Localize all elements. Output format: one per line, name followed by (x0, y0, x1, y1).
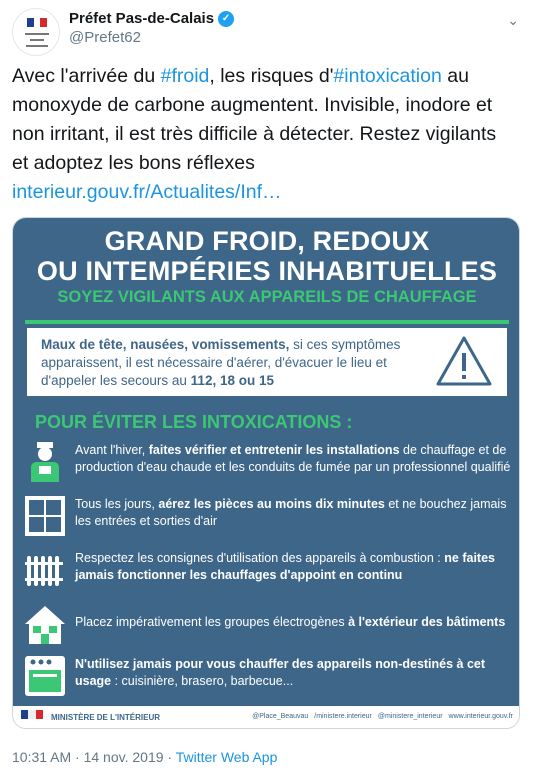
avatar[interactable] (12, 8, 60, 56)
author-handle[interactable]: @Prefet62 (69, 29, 141, 46)
warning-box (27, 328, 507, 396)
tip-text-bold: faites vérifier et entretenir les installations (148, 443, 400, 457)
warning-bold: Maux de tête, nausées, vomissements, (41, 337, 290, 352)
poster-title-line1: GRAND FROID, REDOUX (104, 226, 430, 256)
tweet-header (12, 8, 521, 56)
poster-subtitle: SOYEZ VIGILANTS AUX APPAREILS DE CHAUFFAGE (57, 288, 477, 306)
tip-text-part: Placez impérativement les groupes électrogènes (75, 615, 349, 629)
ministry-label: MINISTÈRE DE L'INTÉRIEUR (51, 713, 161, 722)
divider (25, 320, 509, 324)
tweet-text-part: Avec l'arrivée du (12, 65, 161, 87)
tip-text-part: Tous les jours, (75, 497, 159, 511)
tweet-media[interactable] (12, 217, 520, 729)
tweet-text (12, 62, 512, 207)
tip-text-part: Respectez les consignes d'utilisation des appareils à combustion : (75, 551, 445, 565)
tip-text (75, 614, 513, 631)
verified-badge-icon: ✓ (218, 11, 234, 27)
poster-footer (13, 706, 520, 729)
tweet-text-part: , les risques d' (209, 65, 334, 87)
hashtag-link[interactable]: #froid (160, 65, 210, 87)
chevron-down-icon[interactable]: ⌄ (507, 12, 519, 28)
source-app-link[interactable]: Twitter Web App (175, 749, 278, 765)
tip-text-part: Avant l'hiver, (75, 443, 149, 457)
tip-text (75, 496, 513, 530)
warning-triangle-icon (435, 335, 493, 387)
radiator-icon (23, 548, 67, 592)
tip-row (23, 548, 515, 592)
tip-text-bold: N'utilisez jamais pour vous chauffer des appareils non-destinés à cet usage (75, 657, 486, 688)
tip-row (23, 440, 515, 492)
url-link[interactable]: interieur.gouv.fr/Actualites/Inf… (12, 181, 282, 203)
tweet-timestamp[interactable]: 10:31 AM · 14 nov. 2019 · (12, 749, 176, 765)
tweet-meta (12, 749, 277, 765)
french-flag-icon (21, 710, 43, 719)
author-info (69, 10, 234, 46)
warning-text (41, 336, 441, 390)
tip-text-part: de chauffage et de production d'eau chaude et les conduits de fumée par un professionnel qualifié (75, 443, 511, 474)
footer-link: @Place_Beauvau (252, 713, 309, 720)
tip-row (23, 494, 515, 538)
tip-text-part: : cuisinière, brasero, barbecue... (111, 674, 294, 688)
footer-link: www.interieur.gouv.fr (448, 713, 513, 720)
prevent-title: POUR ÉVITER LES INTOXICATIONS : (35, 412, 353, 432)
footer-links (252, 713, 513, 720)
tip-row (23, 602, 515, 646)
author-name[interactable] (69, 10, 234, 27)
tip-text (75, 550, 513, 584)
stove-icon (23, 654, 67, 698)
author-name-text[interactable]: Préfet Pas-de-Calais (69, 10, 215, 27)
tip-row (23, 654, 515, 698)
tweet-text-part: au monoxyde de carbone augmentent. Invisible, inodore et non irritant, il est très difficile à détecter. Restez vigilants et adoptez les bons réflexes (12, 65, 497, 174)
french-flag-icon (27, 18, 47, 27)
technician-icon (23, 440, 67, 484)
footer-link: @ministere_interieur (377, 713, 443, 720)
window-icon (23, 494, 67, 538)
poster-title-line2: OU INTEMPÉRIES INHABITUELLES (36, 256, 498, 286)
tip-text-bold: aérez les pièces au moins dix minutes (158, 497, 385, 511)
tip-text-bold: à l'extérieur des bâtiments (348, 615, 506, 629)
house-icon (23, 602, 67, 646)
tip-text (75, 442, 513, 476)
tip-text-part: et ne bouchez jamais les entrées et sorties d'air (75, 497, 507, 528)
footer-link: /ministere.interieur (314, 713, 372, 720)
tip-text-bold: ne faites jamais fonctionner les chauffages d'appoint en continu (75, 551, 495, 582)
tip-text (75, 656, 513, 690)
poster-image (13, 218, 520, 706)
warning-body: si ces symptômes apparaissent, il est nécessaire d'aérer, d'évacuer le lieu et d'appeler les secours au (41, 337, 401, 388)
warning-numbers: 112, 18 ou 15 (190, 373, 274, 388)
hashtag-link[interactable]: #intoxication (333, 65, 442, 87)
